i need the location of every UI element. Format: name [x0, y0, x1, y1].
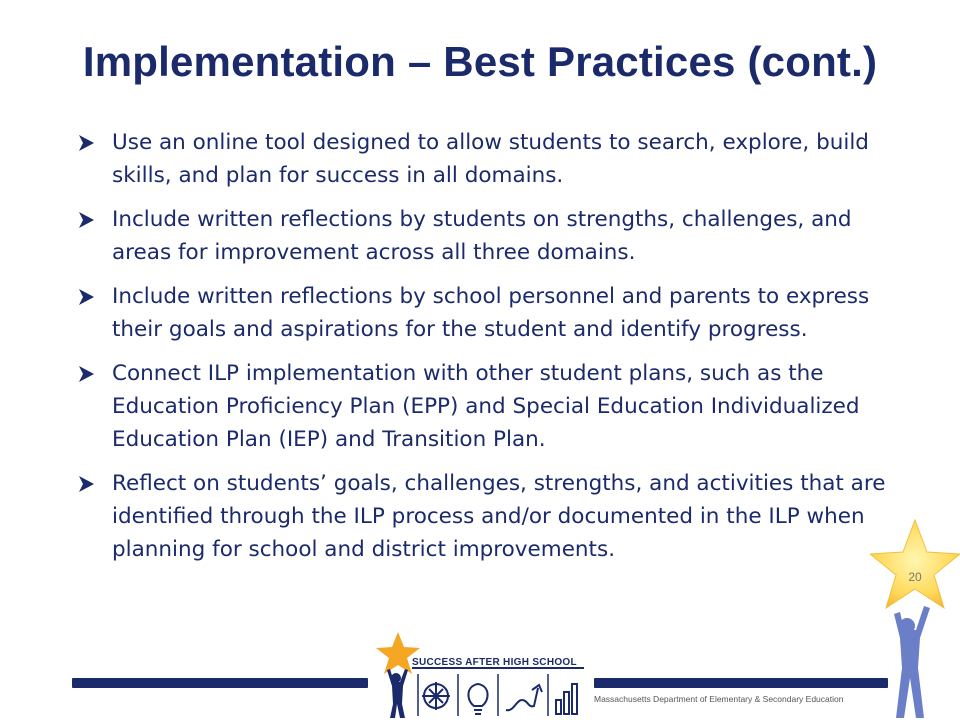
- bullet-text: Reflect on students’ goals, challenges, strengths, and activities that are identified through the ILP process and/or documented in the ILP when planning for school and district improvements.: [112, 471, 886, 562]
- person-icon: [894, 606, 930, 718]
- bar-chart-icon: [556, 684, 577, 714]
- star-figure-graphic: [870, 518, 960, 720]
- bullet-text: Include written reflections by school personnel and parents to express their goals and aspirations for the student and identify progress.: [112, 284, 870, 342]
- bullet-text: Use an online tool designed to allow students to search, explore, build skills, and plan for success in all domains.: [112, 130, 869, 188]
- slide-title: Implementation – Best Practices (cont.): [82, 38, 878, 85]
- success-after-high-school-logo: [374, 630, 584, 720]
- bullet-item: [76, 126, 896, 192]
- lightbulb-icon: [468, 684, 487, 714]
- footer-bar-right: [594, 678, 888, 688]
- bullet-text: Include written reflections by students on strengths, challenges, and areas for improvement across all three domains.: [112, 207, 852, 265]
- arrow-bullet-icon: [78, 366, 94, 382]
- person-icon: [387, 669, 408, 718]
- arrow-bullet-icon: [78, 212, 94, 228]
- bullet-item: [76, 357, 896, 456]
- bullet-item: [76, 467, 896, 566]
- path-arrow-icon: [506, 685, 542, 710]
- star-icon: [870, 520, 960, 608]
- footer-org-text: Massachusetts Department of Elementary & Secondary Education: [594, 694, 844, 704]
- footer-bar-left: [72, 678, 368, 688]
- bullet-item: [76, 203, 896, 269]
- page-number: 20: [908, 570, 922, 584]
- bullet-item: [76, 280, 896, 346]
- compass-icon: [422, 682, 450, 710]
- logo-text: SUCCESS AFTER HIGH SCHOOL: [412, 657, 577, 668]
- arrow-bullet-icon: [78, 135, 94, 151]
- bullet-text: Connect ILP implementation with other student plans, such as the Education Proficiency Plan (EPP) and Special Education Individualized Education Plan (IEP) and Transition Plan.: [112, 361, 860, 452]
- arrow-bullet-icon: [78, 289, 94, 305]
- arrow-bullet-icon: [78, 476, 94, 492]
- bullet-list: [76, 126, 896, 577]
